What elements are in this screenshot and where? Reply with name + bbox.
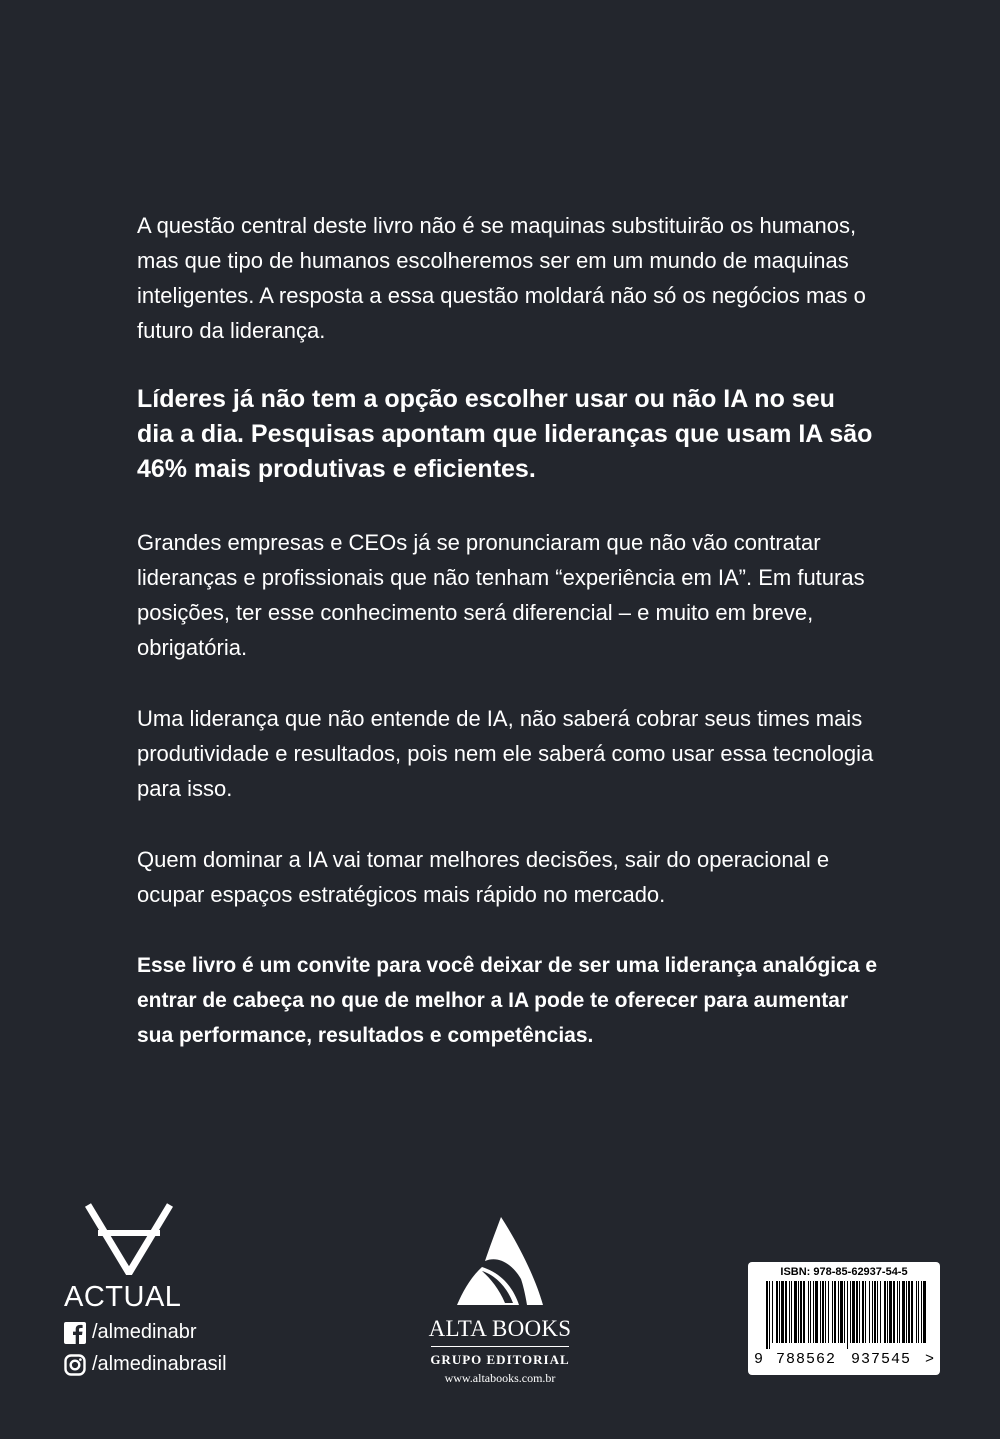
- instagram-handle-text: /almedinabrasil: [92, 1353, 227, 1375]
- barcode-bar: [847, 1281, 848, 1349]
- barcode-bar: [781, 1281, 784, 1343]
- barcode-bar: [772, 1281, 773, 1343]
- barcode-bar: [889, 1281, 892, 1343]
- barcode-bar: [911, 1281, 913, 1343]
- barcode-digits-right: 937545: [851, 1351, 912, 1368]
- barcode-bar: [916, 1281, 917, 1343]
- mastery-paragraph: Quem dominar a IA vai tomar melhores decisões, sair do operacional e ocupar espaços estratégicos mais rápido no mercado.: [137, 847, 830, 907]
- isbn-barcode: [748, 1262, 940, 1375]
- barcode-bar: [877, 1281, 878, 1343]
- instagram-icon: [64, 1354, 86, 1376]
- barcode-bars: [766, 1281, 928, 1349]
- barcode-bar: [834, 1281, 836, 1343]
- barcode-bar: [766, 1281, 768, 1349]
- alta-books-sail-icon: [455, 1215, 545, 1307]
- barcode-bar: [865, 1281, 866, 1343]
- barcode-bar: [798, 1281, 799, 1343]
- barcode-bar: [884, 1281, 886, 1343]
- barcode-bar: [918, 1281, 919, 1343]
- barcode-bar: [840, 1281, 843, 1343]
- barcode-bar: [769, 1281, 770, 1349]
- invitation-paragraph: Esse livro é um convite para você deixar de ser uma liderança analógica e entrar de cabeça no que de melhor a IA pode te oferecer para aumentar sua performance, resultados e competências.: [137, 954, 878, 1047]
- barcode-bar: [828, 1281, 829, 1343]
- actual-wordmark: ACTUAL: [64, 1281, 182, 1313]
- barcode-bar: [776, 1281, 778, 1343]
- barcode-bar: [880, 1281, 881, 1343]
- actual-a-mark-icon: [84, 1203, 174, 1275]
- barcode-bar: [887, 1281, 888, 1343]
- barcode-bar: [899, 1281, 900, 1343]
- instagram-handle: [64, 1353, 227, 1376]
- barcode-bar: [908, 1281, 910, 1343]
- barcode-bar: [859, 1281, 860, 1343]
- barcode-bar: [791, 1281, 792, 1343]
- barcode-bar: [872, 1281, 873, 1343]
- facebook-handle-text: /almedinabr: [92, 1321, 197, 1343]
- barcode-bar: [789, 1281, 790, 1343]
- barcode-bar: [803, 1281, 805, 1343]
- companies-paragraph: Grandes empresas e CEOs já se pronunciaram que não vão contratar lideranças e profissionais que não tenham “experiência em IA”. Em futuras posições, ter esse conhecimento será diferencial – e muito em breve, obrigatória.: [137, 530, 865, 660]
- barcode-bar: [844, 1281, 845, 1343]
- barcode-bar: [794, 1281, 797, 1343]
- barcode-bar: [852, 1281, 855, 1343]
- barcode-bar: [838, 1281, 839, 1343]
- barcode-bar: [825, 1281, 826, 1343]
- barcode-bar: [862, 1281, 864, 1343]
- barcode-bar: [810, 1281, 811, 1343]
- actual-logo: [64, 1203, 182, 1313]
- barcode-bar: [815, 1281, 818, 1343]
- highlight-paragraph: Líderes já não tem a opção escolher usar ou não IA no seu dia a dia. Pesquisas apontam que lideranças que usam IA são 46% mais produtivas e eficientes.: [137, 385, 873, 483]
- alta-books-subtitle: GRUPO EDITORIAL: [430, 1352, 570, 1367]
- barcode-bar: [906, 1281, 907, 1343]
- barcode-bar: [785, 1281, 787, 1343]
- barcode-bar: [921, 1281, 922, 1343]
- leadership-paragraph: Uma liderança que não entende de IA, não saberá cobrar seus times mais produtividade e resultados, pois nem ele saberá como usar essa tecnologia para isso.: [137, 706, 874, 801]
- barcode-bar: [923, 1281, 926, 1343]
- barcode-bar: [800, 1281, 802, 1343]
- barcode-bar: [902, 1281, 905, 1343]
- alta-books-url: www.altabooks.com.br: [444, 1371, 556, 1385]
- isbn-label: ISBN: 978-85-62937-54-5: [780, 1266, 908, 1278]
- barcode-bar: [813, 1281, 814, 1343]
- barcode-bar: [779, 1281, 780, 1343]
- barcode-bar: [832, 1281, 833, 1343]
- barcode-digit-first: 9: [754, 1351, 764, 1368]
- barcode-end-mark: >: [925, 1351, 935, 1368]
- barcode-bar: [820, 1281, 821, 1343]
- barcode-bar: [850, 1281, 851, 1343]
- intro-paragraph: A questão central deste livro não é se maquinas substituirão os humanos, mas que tipo de humanos escolheremos ser em um mundo de maquinas inteligentes. A resposta a essa questão moldará não só os negócios mas o futuro da liderança.: [137, 213, 866, 343]
- alta-books-logo: [425, 1215, 575, 1386]
- alta-books-divider: [431, 1346, 569, 1347]
- facebook-icon: [64, 1322, 86, 1344]
- barcode-bar: [808, 1281, 809, 1343]
- facebook-handle: [64, 1321, 197, 1344]
- barcode-bar: [897, 1281, 898, 1343]
- barcode-bar: [856, 1281, 858, 1343]
- barcode-bar: [893, 1281, 895, 1343]
- alta-books-name: ALTA BOOKS: [428, 1316, 572, 1341]
- barcode-bar: [874, 1281, 876, 1343]
- barcode-bar: [869, 1281, 870, 1343]
- barcode-bar: [822, 1281, 824, 1343]
- barcode-digits-left: 788562: [776, 1351, 837, 1368]
